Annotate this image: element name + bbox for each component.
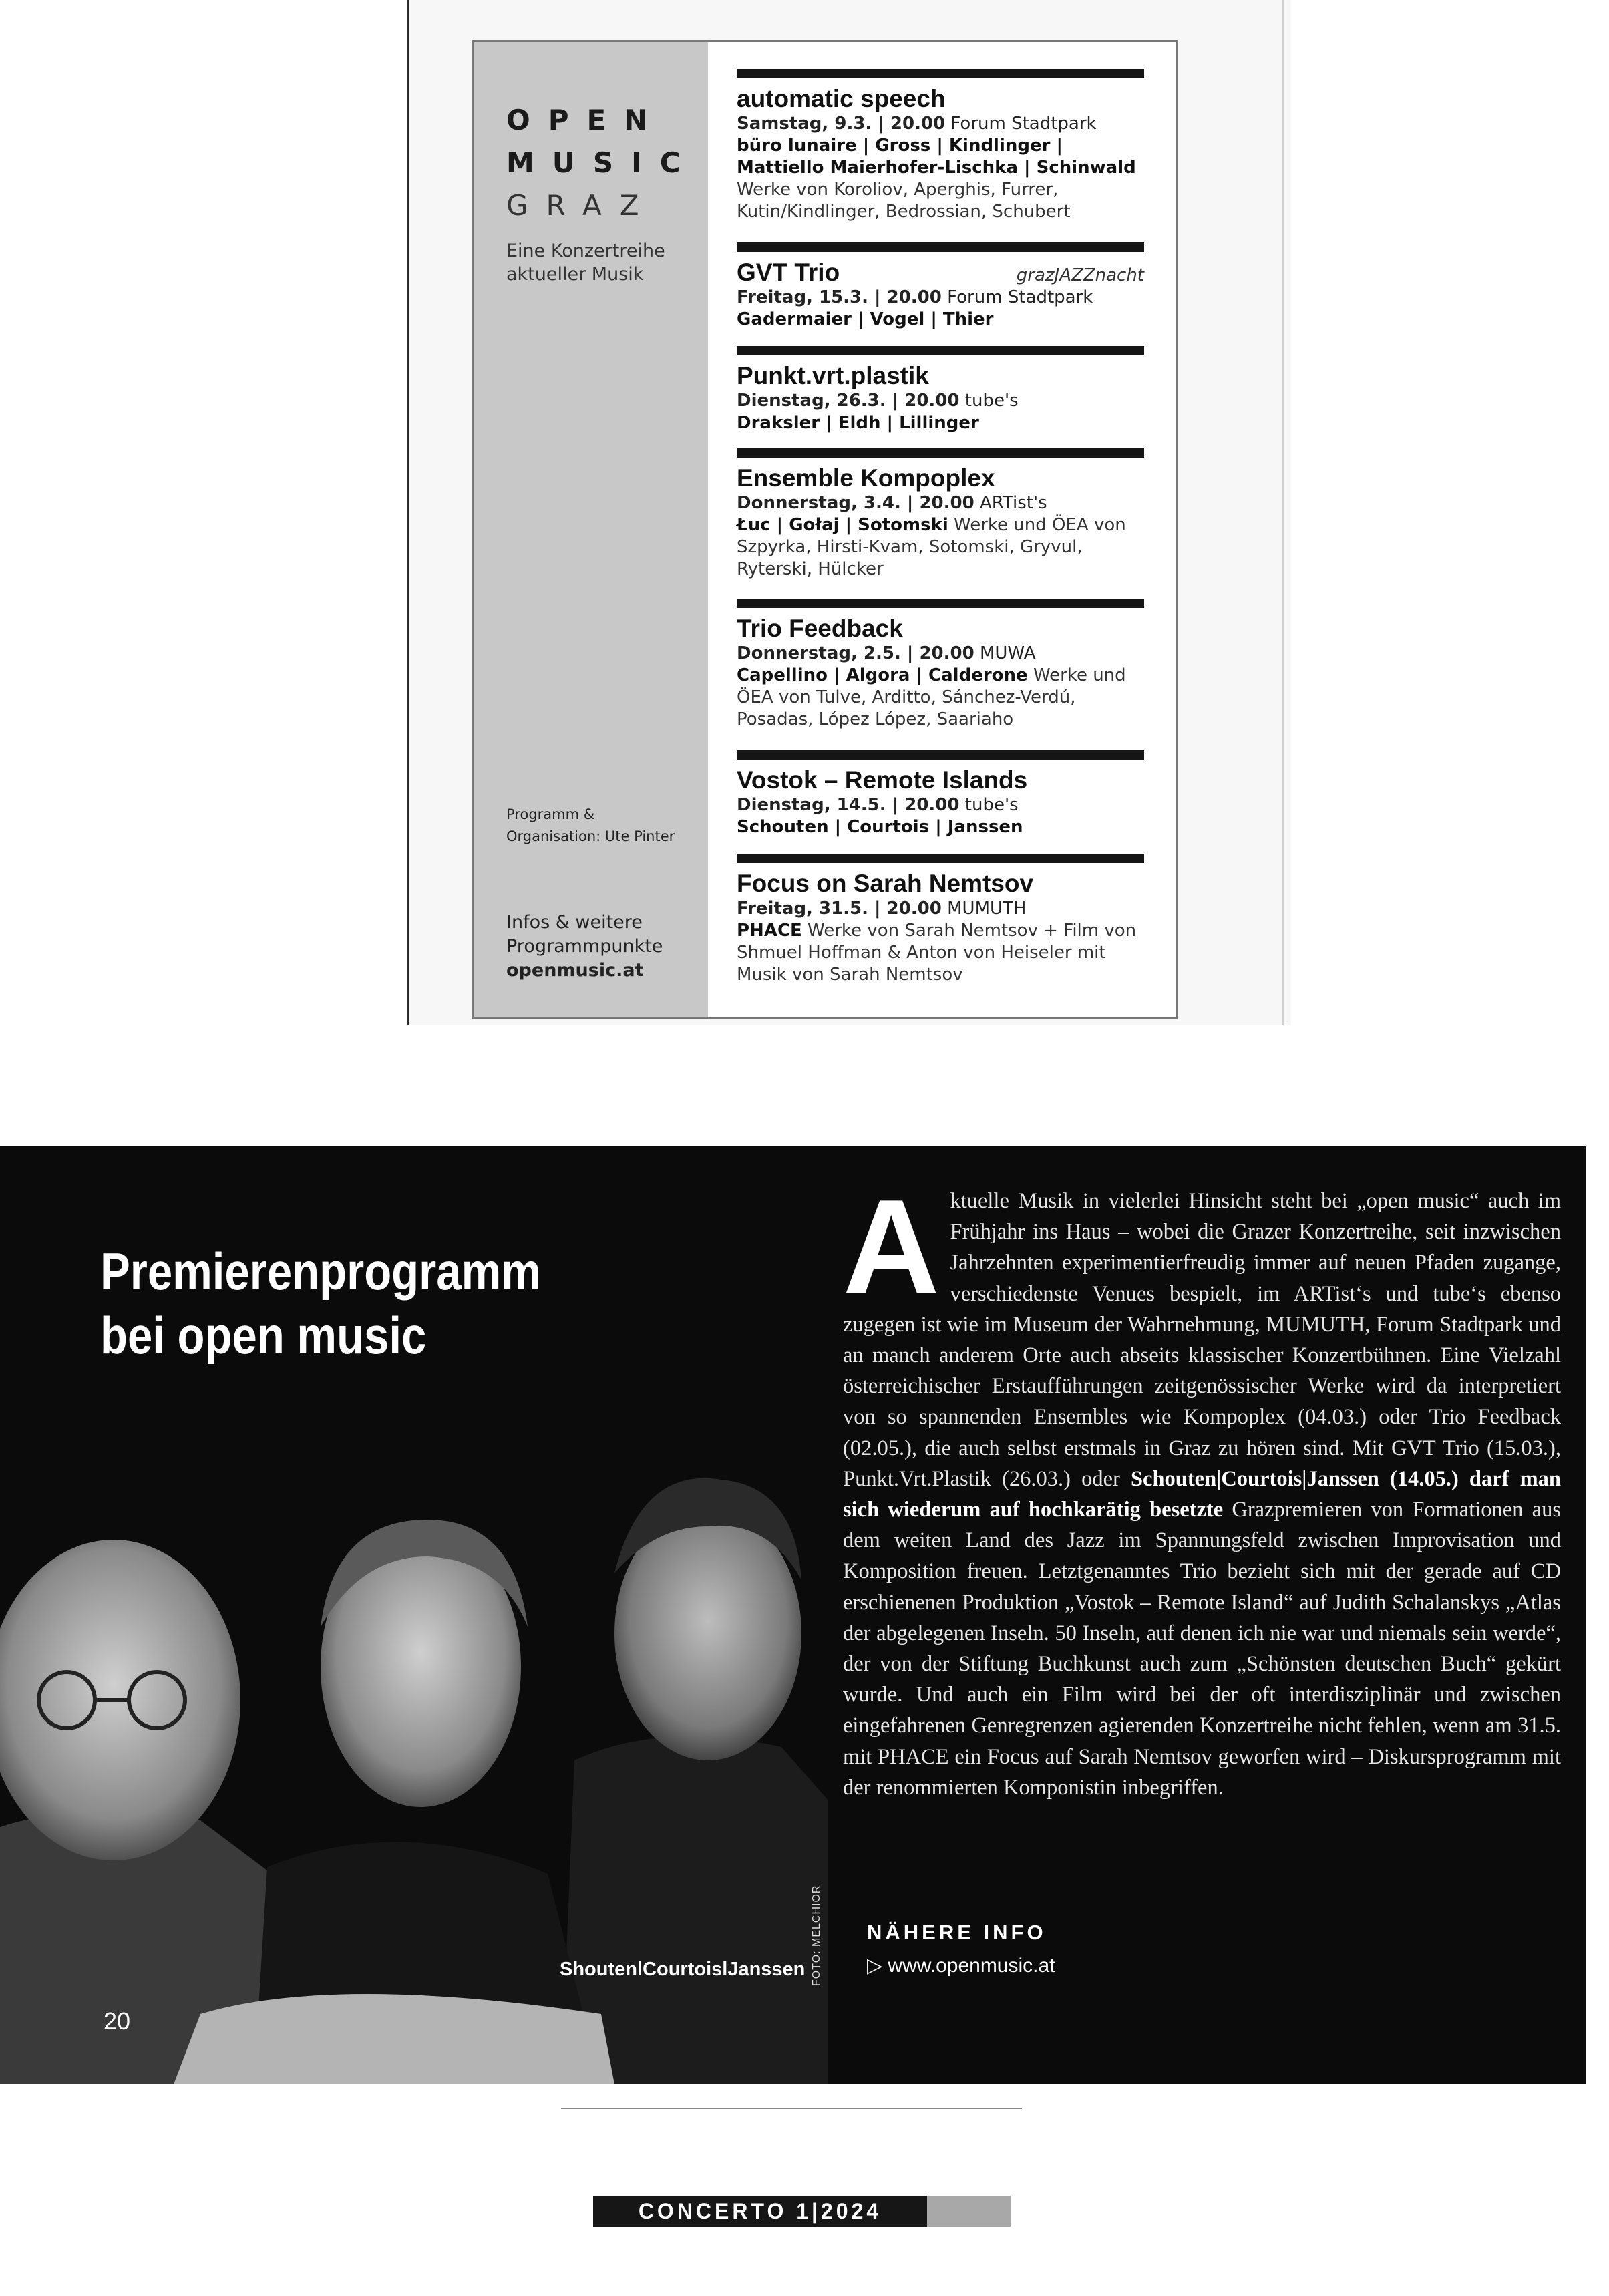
program-organisation: Programm & Organisation: Ute Pinter: [506, 806, 675, 844]
event-performers: büro lunaire | Gross | Kindlinger | Mattiello Maierhofer-Lischka | Schinwald: [737, 136, 1136, 178]
photo-caption: ShoutenlCourtoislJanssen: [560, 1959, 806, 1980]
article-body: [843, 1172, 1562, 1803]
event-datetime: Freitag, 31.5. | 20.00 MUMUTH: [737, 898, 1027, 919]
infos-url[interactable]: openmusic.at: [506, 960, 644, 981]
headline-line-1: Premierenprogramm: [100, 1242, 541, 1301]
event-focus-sarah-nemtsov: [737, 854, 1144, 986]
event-ensemble-kompoplex: [737, 448, 1144, 581]
magazine-article: [0, 1146, 1586, 2084]
event-gvt-trio: [737, 242, 1144, 331]
more-info-label: NÄHERE INFO: [867, 1921, 1047, 1944]
event-divider: [737, 242, 1144, 252]
event-datetime: Dienstag, 26.3. | 20.00 tube's: [737, 391, 1019, 411]
magazine-issue: CONCERTO 1|2024: [593, 2196, 927, 2227]
event-performers: Gadermaier | Vogel | Thier: [737, 309, 994, 329]
event-divider: [737, 599, 1144, 608]
body-text-bold: Schouten|Courtois|Janssen (14.05.) darf man sich wiederum auf hochkarätig besetzte: [843, 1466, 1562, 1522]
drop-cap: A: [843, 1172, 940, 1321]
event-divider: [737, 346, 1144, 355]
flyer-sidebar: [474, 42, 708, 1017]
event-divider: [737, 854, 1144, 863]
event-title: automatic speech: [737, 85, 946, 112]
event-datetime: Donnerstag, 2.5. | 20.00 MUWA: [737, 643, 1036, 663]
event-title: Punkt.vrt.plastik: [737, 362, 929, 389]
logo-line-open: OPEN: [506, 104, 666, 136]
event-title: GVT Trio: [737, 259, 840, 286]
footer-accent-bar: [927, 2196, 1011, 2227]
event-divider: [737, 69, 1144, 78]
headline-line-2: bei open music: [100, 1306, 427, 1365]
article-headline: [100, 1239, 541, 1367]
logo-line-music: MUSIC: [506, 146, 699, 179]
open-music-flyer: [472, 40, 1178, 1019]
event-performers-works: Capellino | Algora | Calderone Werke und ÖEA von Tulve, Arditto, Sánchez-Verdú, Posadas, López López, Saariaho: [737, 665, 1126, 729]
more-info-link[interactable]: ▷ www.openmusic.at: [867, 1955, 1055, 1977]
event-title: Focus on Sarah Nemtsov: [737, 870, 1034, 897]
event-divider: [737, 750, 1144, 760]
open-music-graz-logo: [506, 99, 699, 227]
event-title: Trio Feedback: [737, 615, 903, 642]
event-performers: Draksler | Eldh | Lillinger: [737, 413, 979, 433]
infos-label: Infos & weitere Programmpunkte: [506, 912, 663, 957]
sheet-edge: [1282, 0, 1284, 1025]
infos-block: [506, 911, 700, 983]
page-number: 20: [104, 2007, 131, 2035]
photo-credit: FOTO: MELCHIOR: [811, 1884, 822, 1986]
event-datetime: Freitag, 15.3. | 20.00 Forum Stadtpark: [737, 287, 1093, 307]
event-datetime: Dienstag, 14.5. | 20.00 tube's: [737, 795, 1019, 815]
event-works: Werke von Koroliov, Aperghis, Furrer, Kutin/Kindlinger, Bedrossian, Schubert: [737, 180, 1071, 222]
event-title: Vostok – Remote Islands: [737, 766, 1028, 794]
magazine-footer: [593, 2196, 1011, 2227]
event-vostok-remote-islands: [737, 750, 1144, 838]
event-performers-works: Łuc | Gołaj | Sotomski Werke und ÖEA von Szpyrka, Hirsti-Kvam, Sotomski, Gryvul, Ryterski, Hülcker: [737, 515, 1126, 579]
event-performers: Schouten | Courtois | Janssen: [737, 817, 1023, 837]
event-tag: grazJAZZnacht: [1016, 265, 1144, 285]
event-title: Ensemble Kompoplex: [737, 464, 995, 492]
event-trio-feedback: [737, 599, 1144, 731]
footer-rule: [561, 2108, 1022, 2109]
body-text-part-1: ktuelle Musik in vielerlei Hinsicht steht bei „open music“ auch im Frühjahr ins Haus – wobei die Grazer Konzertreihe, seit inzwischen Jahrzehnten experimentierfreudig immer auf neuen Pfaden zugange, verschiedenste Venues bespielt, im ARTist‘s und tube‘s ebenso zugegen ist wie im Museum der Wahrnehmung, MUMUTH, Forum Stadtpark und an manch anderem Orte auch abseits klassischer Konzertbühnen. Eine Vielzahl österreichischer Erstaufführungen zeitgenössischer Werke wird da interpretiert von so spannenden Ensembles wie Kompoplex (04.03.) oder Trio Feedback (02.05.), die auch selbst erstmals in Graz zu hören sind. Mit GVT Trio (15.03.), Punkt.Vrt.Plastik (26.03.) oder: [843, 1189, 1561, 1491]
event-punkt-vrt-plastik: [737, 346, 1144, 434]
logo-line-graz: GRAZ: [506, 189, 657, 222]
event-datetime: Samstag, 9.3. | 20.00 Forum Stadtpark: [737, 114, 1097, 134]
event-automatic-speech: [737, 69, 1144, 223]
body-text-part-2: Grazpremieren von Formationen aus dem weiten Land des Jazz im Spannungsfeld zwischen Improvisation und Komposition freuen. Letztgenanntes Trio bezieht sich mit der gerade auf CD erschienenen Produktion „Vostok – Remote Island“ auf Judith Schalanskys „Atlas der abgelegenen Inseln. 50 Inseln, auf denen ich nie war und niemals sein werde“, der von der Stiftung Buchkunst auch zum „Schönsten deutschen Buch“ gekürt wurde. Und auch ein Film wird bei der oft interdisziplinär und zwischen eingefahrenen Genregrenzen agierenden Konzertreihe nicht fehlen, wenn am 31.5. mit PHACE ein Focus auf Sarah Nemtsov geworfen wird – Diskursprogramm mit der renommierten Komponistin inbegriffen.: [843, 1498, 1561, 1800]
event-performers-works: PHACE Werke von Sarah Nemtsov + Film von Shmuel Hoffman & Anton von Heiseler mit Musik von Sarah Nemtsov: [737, 921, 1137, 985]
event-divider: [737, 448, 1144, 458]
flyer-tagline: Eine Konzertreihe aktueller Musik: [506, 240, 665, 285]
event-datetime: Donnerstag, 3.4. | 20.00 ARTist's: [737, 493, 1047, 513]
